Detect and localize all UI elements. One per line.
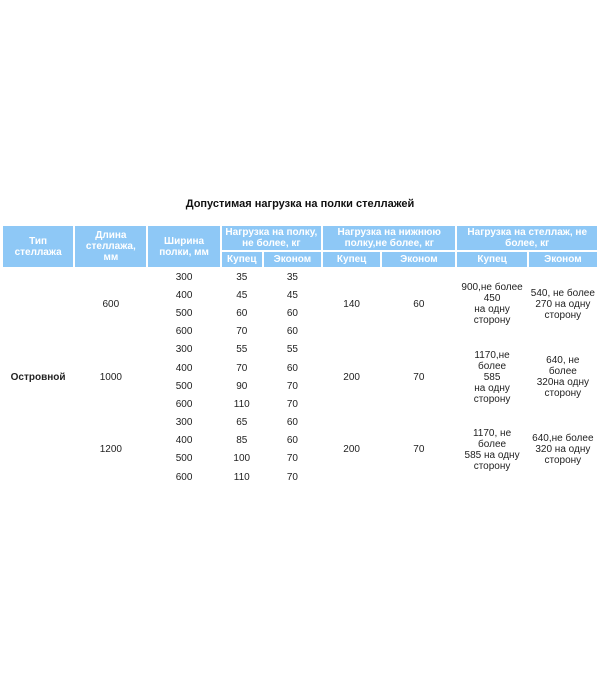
rack-length-cell: 1200 bbox=[99, 444, 122, 456]
load-table bbox=[1, 224, 599, 487]
rack-load-line: сторону bbox=[544, 388, 582, 400]
table-body bbox=[3, 269, 597, 485]
rack-length-cell: 600 bbox=[102, 298, 120, 310]
shelf-load-ekonom-cell: 70 bbox=[286, 380, 298, 392]
rack-type-cell: Островной bbox=[10, 371, 66, 383]
header-shelf-kupets: Купец bbox=[222, 252, 262, 267]
shelf-load-ekonom-cell: 60 bbox=[286, 326, 298, 338]
shelf-load-kupets-cell: 90 bbox=[236, 380, 248, 392]
rack-load-line: сторону bbox=[473, 315, 511, 327]
shelf-width-cell: 600 bbox=[175, 326, 193, 338]
shelf-load-ekonom-cell: 60 bbox=[286, 307, 298, 319]
header-rack-ekonom: Эконом bbox=[529, 252, 597, 267]
rack-load-line: сторону bbox=[473, 460, 511, 472]
rack-load-ekonom-cell bbox=[529, 415, 597, 486]
shelf-load-kupets-cell: 100 bbox=[233, 453, 251, 465]
table-row bbox=[3, 415, 597, 431]
shelf-width-cell: 300 bbox=[175, 271, 193, 283]
rack-load-line: 585 bbox=[483, 371, 501, 383]
shelf-width-cell: 400 bbox=[175, 362, 193, 374]
header-bottom-ekonom: Эконом bbox=[382, 252, 455, 267]
rack-load-line: 320на одну bbox=[536, 377, 589, 389]
rack-load-line: более bbox=[478, 438, 507, 450]
shelf-width-cell: 400 bbox=[175, 289, 193, 301]
rack-load-line: 450 bbox=[483, 293, 501, 305]
table-row bbox=[3, 269, 597, 285]
rack-load-line: 270 на одну bbox=[535, 298, 591, 310]
table-row bbox=[3, 342, 597, 358]
rack-load-line: 540, не более bbox=[530, 287, 595, 299]
shelf-load-kupets-cell: 70 bbox=[236, 362, 248, 374]
header-rack-length: Длина стеллажа, мм bbox=[75, 226, 146, 267]
header-bottom-shelf-load: Нагрузка на нижнюю полку,не более, кг bbox=[323, 226, 455, 250]
rack-load-line: 640,не более bbox=[532, 433, 594, 445]
rack-load-line: на одну bbox=[474, 304, 510, 316]
header-shelf-width: Ширина полки, мм bbox=[148, 226, 219, 267]
shelf-load-kupets-cell: 110 bbox=[233, 398, 250, 410]
shelf-load-ekonom-cell: 55 bbox=[286, 344, 298, 356]
header-bottom-kupets: Купец bbox=[323, 252, 380, 267]
shelf-width-cell: 600 bbox=[175, 398, 193, 410]
shelf-load-ekonom-cell: 60 bbox=[286, 362, 298, 374]
rack-load-ekonom-cell bbox=[529, 269, 597, 340]
header-shelf-ekonom: Эконом bbox=[264, 252, 321, 267]
rack-load-line: 585 на одну bbox=[464, 449, 520, 461]
table-title: Допустимая нагрузка на полки стеллажей bbox=[185, 198, 415, 210]
rack-load-kupets-cell bbox=[457, 342, 526, 413]
bottom-load-ekonom-cell: 60 bbox=[413, 298, 425, 310]
bottom-load-kupets-cell: 140 bbox=[343, 298, 360, 310]
header-shelf-load: Нагрузка на полку, не более, кг bbox=[222, 226, 321, 250]
shelf-width-cell: 600 bbox=[175, 471, 193, 483]
rack-load-line: 1170,не bbox=[474, 349, 510, 361]
shelf-load-ekonom-cell: 35 bbox=[286, 271, 298, 283]
shelf-width-cell: 500 bbox=[175, 453, 193, 465]
shelf-load-ekonom-cell: 60 bbox=[286, 417, 298, 429]
shelf-width-cell: 300 bbox=[175, 417, 193, 429]
shelf-load-ekonom-cell: 70 bbox=[286, 471, 298, 483]
header-rack-kupets: Купец bbox=[457, 252, 526, 267]
shelf-width-cell: 500 bbox=[175, 380, 193, 392]
rack-length-cell: 1000 bbox=[99, 371, 122, 383]
header-rack-load: Нагрузка на стеллаж, не более, кг bbox=[457, 226, 597, 250]
shelf-load-ekonom-cell: 60 bbox=[286, 435, 298, 447]
rack-load-line: на одну bbox=[474, 382, 510, 394]
rack-load-line: 1170, не bbox=[472, 427, 512, 439]
shelf-width-cell: 500 bbox=[175, 307, 193, 319]
bottom-load-ekonom-cell: 70 bbox=[413, 371, 425, 383]
rack-load-ekonom-cell bbox=[529, 342, 597, 413]
shelf-load-kupets-cell: 55 bbox=[236, 344, 248, 356]
shelf-width-cell: 400 bbox=[175, 435, 193, 447]
shelf-load-kupets-cell: 60 bbox=[236, 307, 248, 319]
shelf-load-kupets-cell: 70 bbox=[236, 326, 248, 338]
shelf-load-kupets-cell: 85 bbox=[236, 435, 248, 447]
rack-load-line: сторону bbox=[473, 393, 511, 405]
rack-load-line: 900,не более bbox=[461, 282, 523, 294]
bottom-load-kupets-cell: 200 bbox=[343, 444, 360, 456]
shelf-load-kupets-cell: 45 bbox=[236, 289, 248, 301]
rack-load-line: 320 на одну bbox=[535, 444, 591, 456]
table-header bbox=[3, 226, 597, 267]
rack-load-line: более bbox=[548, 366, 577, 378]
rack-load-line: 640, не bbox=[546, 355, 580, 367]
shelf-load-ekonom-cell: 45 bbox=[286, 289, 298, 301]
rack-load-line: сторону bbox=[544, 455, 582, 467]
shelf-load-kupets-cell: 65 bbox=[236, 417, 248, 429]
header-rack-type: Тип стеллажа bbox=[3, 226, 73, 267]
rack-load-line: сторону bbox=[544, 309, 582, 321]
shelf-width-cell: 300 bbox=[175, 344, 193, 356]
shelf-load-ekonom-cell: 70 bbox=[286, 453, 298, 465]
rack-load-kupets-cell bbox=[457, 269, 526, 340]
shelf-load-kupets-cell: 35 bbox=[236, 271, 248, 283]
rack-load-line: более bbox=[478, 360, 507, 372]
bottom-load-kupets-cell: 200 bbox=[343, 371, 360, 383]
shelf-load-kupets-cell: 110 bbox=[233, 471, 250, 483]
shelf-load-ekonom-cell: 70 bbox=[286, 398, 298, 410]
bottom-load-ekonom-cell: 70 bbox=[413, 444, 425, 456]
rack-load-kupets-cell bbox=[457, 415, 526, 486]
